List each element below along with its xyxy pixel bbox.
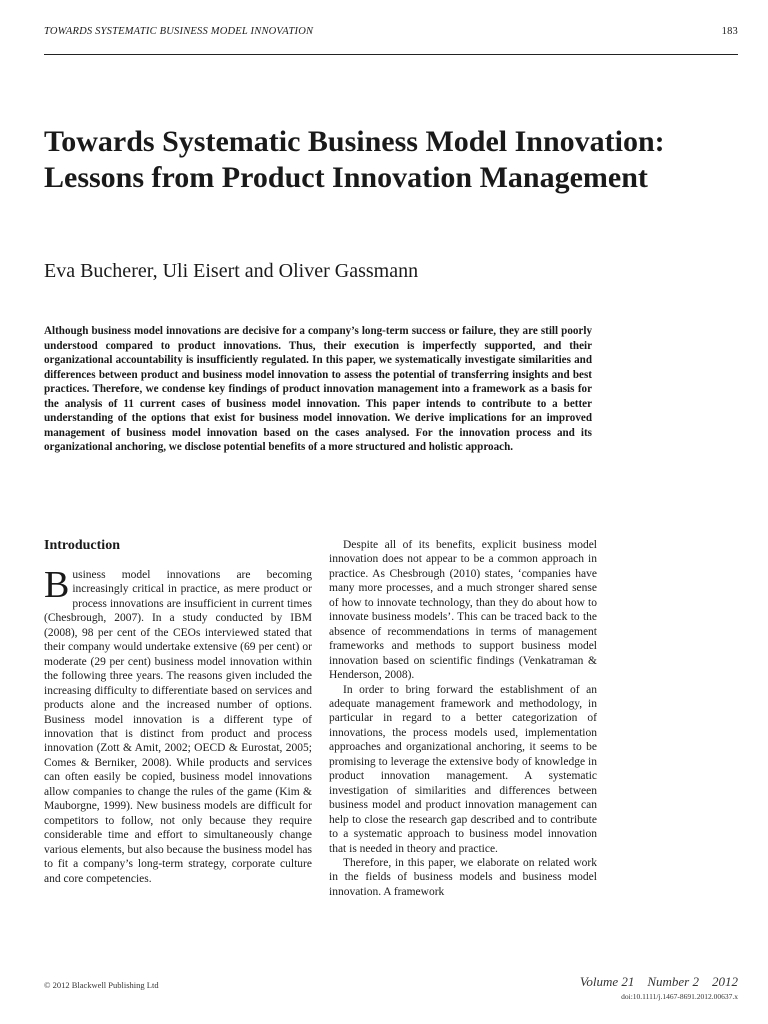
article-authors: Eva Bucherer, Uli Eisert and Oliver Gassmann	[44, 260, 419, 282]
header-rule	[44, 54, 738, 55]
abstract: Although business model innovations are decisive for a company’s long-term success or failure, they are still poorly understood compared to product innovations. Thus, their execution is imperfectly supported, and their organizational accountability is insufficiently regulated. In this paper, we systematically investigate similarities and differences between product and business model innovation to assess the potential of transferring insights and best practices. Therefore, we condense key findings of product innovation management into a framework as a basis for the analysis of 11 current cases of business model innovation. This paper intends to contribute to a better understanding of the options that exist for business model innovation. We derive implications for an improved management of business model innovation based on the cases analysed. For the innovation process and its organizational anchoring, we disclose potential benefits of a more structured and holistic approach.	[44, 325, 592, 454]
footer-volume-issue: Volume 21 Number 2 2012	[579, 974, 738, 989]
page-number: 183	[721, 26, 738, 37]
article-title: Towards Systematic Business Model Innovation: Lessons from Product Innovation Management	[44, 125, 665, 194]
footer-doi: doi:10.1111/j.1467-8691.2012.00637.x	[621, 992, 738, 1001]
intro-paragraph-1-text: usiness model innovations are becoming increasingly critical in practice, as mere product or process innovations are insufficient in current times (Chesbrough, 2007). In a study conducted by IBM (2008), 98 per cent of the CEOs interviewed stated that their company would undertake extensive (69 per cent) or moderate (29 per cent) business model innovation within the following three years. The reasons given included the increasing difficulty to differentiate based on services and products alone and the increased number of options. Business model innovation is a different type of innovation that is distinct from product and process innovation (Zott & Amit, 2002; OECD & Eurostat, 2005; Comes & Berniker, 2008). While products and services can often easily be copied, business model innovations allow companies to change the rules of the game (Kim & Mauborgne, 1999). New business models are difficult for competitors to follow, not only because they require considerable time and effort to simultaneously change various elements, but also because the business model has to fit a company’s long-term strategy, corporate culture and core competencies.	[44, 569, 312, 885]
body-paragraph: Therefore, in this paper, we elaborate on related work in the fields of business models and business model innovation. A framework	[329, 856, 597, 898]
running-head	[44, 26, 738, 42]
drop-cap: B	[44, 564, 70, 606]
running-title: TOWARDS SYSTEMATIC BUSINESS MODEL INNOVATION	[44, 26, 314, 37]
body-paragraph: In order to bring forward the establishment of an adequate management framework and methodology, in particular in regard to a better categorization of innovations, the process models used, implementation approaches and organizational anchoring, it seems to be promising to leverage the extensive body of knowledge in product innovation management. A systematic investigation of similarities and differences between business model and product innovation management can help to close the research gap described and to contribute to a systematic approach to business model innovation that is needed in theory and practice.	[329, 683, 597, 855]
body-paragraph: Despite all of its benefits, explicit business model innovation does not appear to be a common approach in practice. As Chesbrough (2010) states, ‘companies have many more processes, and a much stronger shared sense of how to innovate technology, than they do about how to innovate business models’. This can be traced back to the absence of recommendations in terms of management frameworks and methods to support business model innovation based on scientific findings (Venkatraman & Henderson, 2008).	[329, 539, 597, 682]
body-column-left	[44, 538, 312, 886]
section-heading-introduction: Introduction	[44, 538, 120, 553]
footer-copyright: © 2012 Blackwell Publishing Ltd	[44, 980, 159, 990]
body-column-right	[329, 538, 597, 899]
intro-paragraph-1	[44, 564, 312, 886]
